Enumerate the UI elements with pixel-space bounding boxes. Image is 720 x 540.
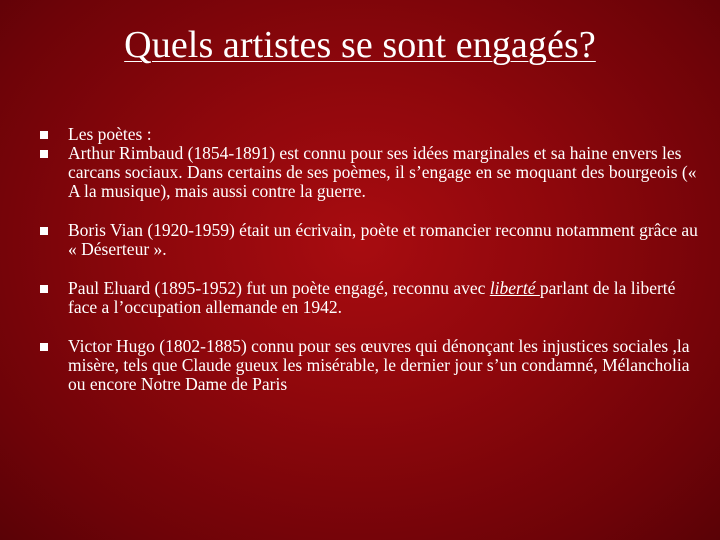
bullet-text: Boris Vian (1920-1959) était un écrivain, poète et romancier reconnu notamment grâce au « Déserteur ».: [68, 220, 698, 259]
square-bullet-icon: [40, 150, 48, 158]
bullet-text-after: parlant de la liberté face a l’occupation allemande en 1942.: [68, 278, 676, 317]
square-bullet-icon: [40, 131, 48, 139]
bullet-item-eluard: [40, 279, 700, 317]
square-bullet-icon: [40, 343, 48, 351]
bullet-item-poets: [40, 125, 700, 144]
bullet-item-vian: [40, 221, 700, 259]
bullet-item-rimbaud: [40, 144, 700, 201]
slide-title: Quels artistes se sont engagés?: [124, 24, 596, 66]
bullet-item-hugo: [40, 337, 700, 394]
bullet-text: Arthur Rimbaud (1854-1891) est connu pour ses idées marginales et sa haine envers les carcans sociaux. Dans certains de ses poèmes, il s’engage en se moquant des bourgeois (« A la musique), mais aussi contre la guerre.: [68, 143, 697, 201]
bullet-list: [40, 125, 700, 394]
bullet-text: Victor Hugo (1802-1885) connu pour ses œuvres qui dénonçant les injustices sociales ,la misère, tels que Claude gueux les misérable, le dernier jour s’un condamné, Mélancholia ou encore Notre Dame de Paris: [68, 336, 690, 394]
square-bullet-icon: [40, 227, 48, 235]
square-bullet-icon: [40, 285, 48, 293]
liberte-link[interactable]: liberté: [489, 278, 540, 298]
bullet-text-before: Paul Eluard (1895-1952) fut un poète engagé, reconnu avec: [68, 278, 490, 298]
bullet-text: Les poètes :: [68, 124, 152, 144]
